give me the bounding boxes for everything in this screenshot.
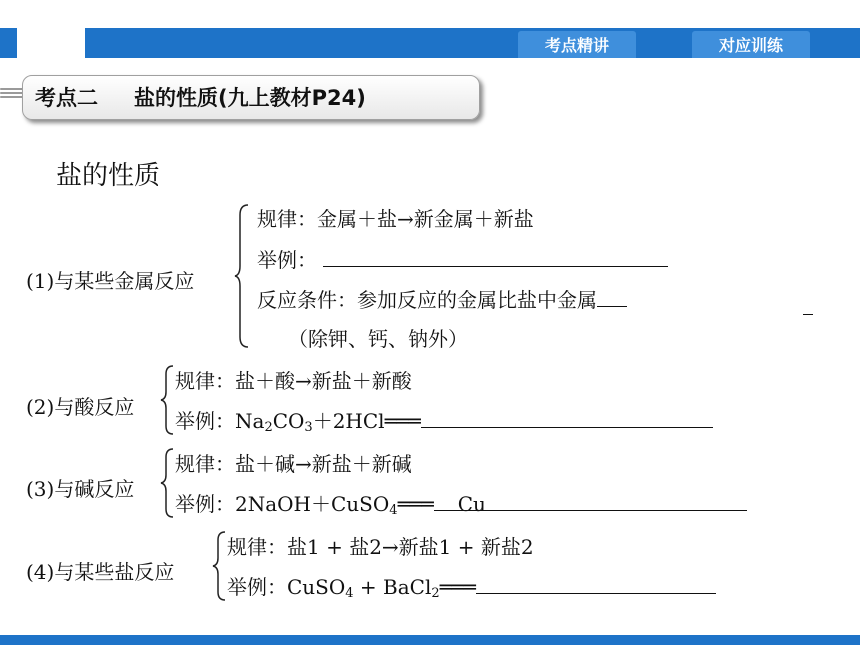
group3-rule: 规律：盐＋碱→新盐＋新碱 (175, 452, 412, 476)
footer-bar (0, 635, 860, 645)
tab-key-points[interactable]: 考点精讲 (518, 31, 636, 58)
group4-answer-blank[interactable] (476, 575, 716, 594)
tab-practice[interactable]: 对应训练 (692, 31, 810, 58)
group4-example: 举例：CuSO$_4$ + BaCl$_2$═══ (227, 575, 716, 599)
heading-title: 盐的性质(九上教材P24) (134, 86, 366, 110)
group3-example: 举例：2NaOH＋CuSO$_4$═══ Cu (175, 492, 747, 516)
group3-label: (3)与碱反应 (26, 477, 135, 501)
group1-brace (234, 203, 252, 349)
section-title: 盐的性质 (56, 161, 161, 191)
group1-example (257, 248, 668, 272)
group4-example-prefix: 举例： (227, 575, 287, 599)
heading-text (35, 78, 366, 118)
group3-example-prefix: 举例： (175, 492, 235, 516)
group3-partial-answer: Cu (457, 492, 486, 516)
group2-label: (2)与酸反应 (26, 395, 135, 419)
group2-rule: 规律：盐＋酸→新盐＋新酸 (175, 369, 412, 393)
group3-brace (160, 447, 176, 519)
group2-brace (160, 364, 176, 436)
group1-answer-blank[interactable] (323, 248, 668, 267)
group1-condition-blank[interactable] (597, 288, 627, 307)
group2-answer-blank[interactable] (421, 409, 713, 428)
group2-example-prefix: 举例： (175, 409, 235, 433)
group1-condition (257, 288, 627, 312)
group1-example-prefix: 举例： (257, 248, 317, 272)
heading-label: 考点二 (35, 86, 98, 110)
group2-example: 举例：$Na_2CO_3+2HCl═══$ (175, 409, 713, 433)
group4-label: (4)与某些盐反应 (26, 560, 175, 584)
group4-rule: 规律：盐1 + 盐2→新盐1 + 新盐2 (227, 535, 534, 559)
header-accent-bar (0, 28, 17, 58)
group1-note: （除钾、钙、钠外） (288, 327, 468, 351)
group4-brace (212, 530, 228, 602)
group1-condition-blank-end (803, 296, 813, 315)
group3-answer-blank[interactable] (434, 492, 747, 516)
group1-condition-text: 反应条件：参加反应的金属比盐中金属 (257, 288, 597, 312)
group1-label: (1)与某些金属反应 (26, 269, 195, 293)
group1-rule: 规律：金属＋盐→新金属＋新盐 (257, 207, 534, 231)
